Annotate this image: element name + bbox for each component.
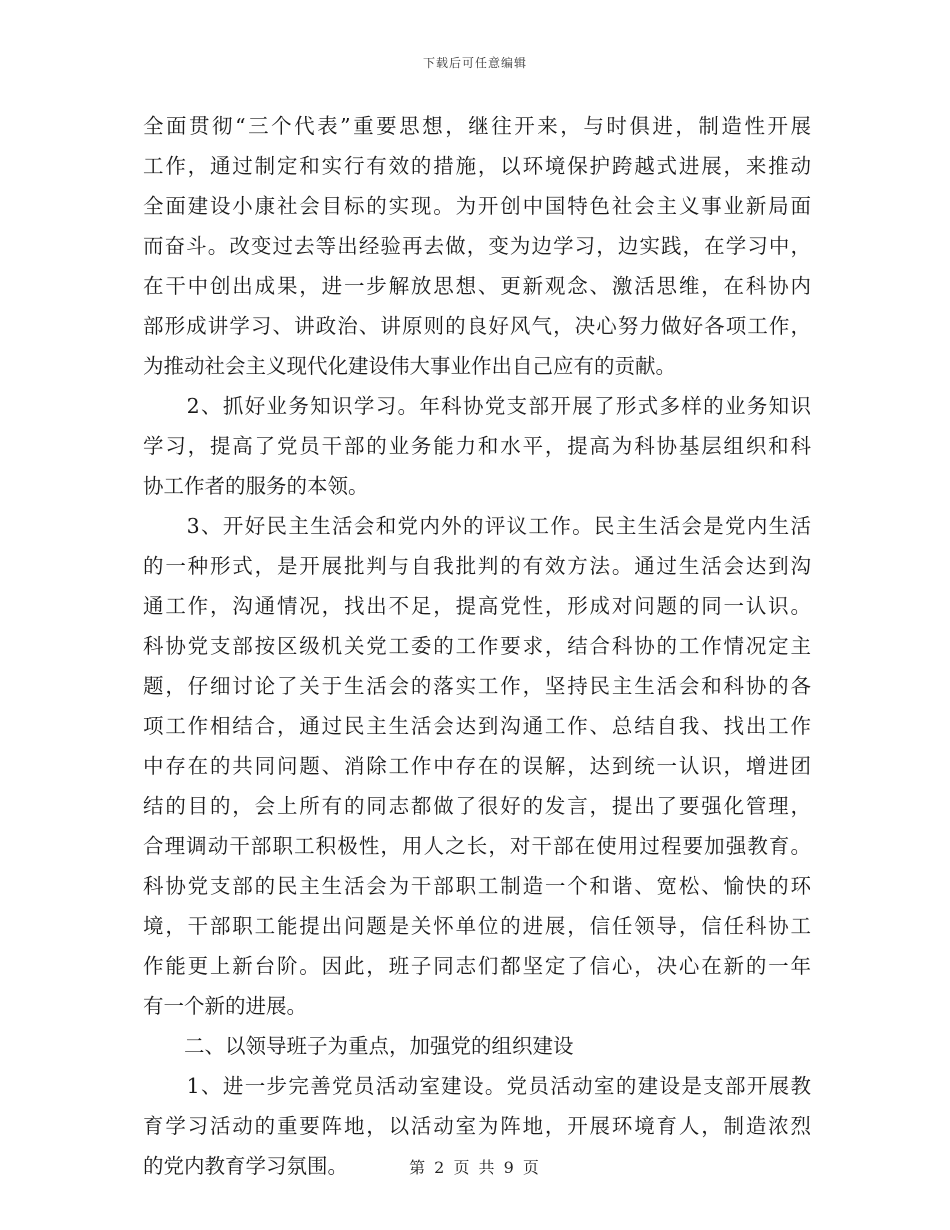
text-line: 育学习活动的重要阵地，以活动室为阵地，开展环境育人，制造浓烈 [143,1114,811,1138]
text-line: 学习，提高了党员干部的业务能力和水平，提高为科协基层组织和科 [143,434,811,458]
text-line: 有一个新的进展。 [143,994,307,1018]
text-line: 协工作者的服务的本领。 [143,474,369,498]
text-line: 合理调动干部职工积极性，用人之长，对干部在使用过程要加强教育。 [143,834,811,858]
text-line: 境，干部职工能提出问题是关怀单位的进展，信任领导，信任科协工 [143,914,811,938]
text-line: 1、进一步完善党员活动室建设。党员活动室的建设是支部开展教 [143,1074,811,1098]
text-line: 科协党支部的民主生活会为干部职工制造一个和谐、宽松、愉快的环 [143,874,811,898]
text-line: 在干中创出成果，进一步解放思想、更新观念、激活思维，在科协内 [143,274,811,298]
text-line: 科协党支部按区级机关党工委的工作要求，结合科协的工作情况定主 [143,634,811,658]
text-line: 全面建设小康社会目标的实现。为开创中国特色社会主义事业新局面 [143,194,811,218]
text-line: 为推动社会主义现代化建设伟大事业作出自己应有的贡献。 [143,354,676,378]
text-line: 部形成讲学习、讲政治、讲原则的良好风气，决心努力做好各项工作， [143,314,811,338]
text-line: 作能更上新台阶。因此，班子同志们都坚定了信心，决心在新的一年 [143,954,811,978]
text-line: 项工作相结合，通过民主生活会达到沟通工作、总结自我、找出工作 [143,714,811,738]
page-header: 下载后可任意编辑 [422,56,527,70]
page-number: 第 2 页 共 9 页 [409,1158,541,1177]
text-line: 题，仔细讨论了关于生活会的落实工作，坚持民主生活会和科协的各 [143,674,811,698]
text-line: 工作，通过制定和实行有效的措施，以环境保护跨越式进展，来推动 [143,154,811,178]
text-line: 3、开好民主生活会和党内外的评议工作。民主生活会是党内生活 [143,514,811,538]
text-line: 的党内教育学习氛围。 [143,1154,348,1178]
text-line: 全面贯彻“三个代表”重要思想，继往开来，与时俱进，制造性开展 [143,114,811,138]
text-line: 结的目的，会上所有的同志都做了很好的发言，提出了要强化管理， [143,794,811,818]
text-line: 2、抓好业务知识学习。年科协党支部开展了形式多样的业务知识 [143,394,811,418]
text-line: 中存在的共同问题、消除工作中存在的误解，达到统一认识，增进团 [143,754,811,778]
text-line: 的一种形式，是开展批判与自我批判的有效方法。通过生活会达到沟 [143,554,811,578]
document-body [143,106,811,1186]
text-line: 通工作，沟通情况，找出不足，提高党性，形成对问题的同一认识。 [143,594,811,618]
text-line: 二、以领导班子为重点，加强党的组织建设 [143,1034,574,1058]
text-line: 而奋斗。改变过去等出经验再去做，变为边学习，边实践，在学习中， [143,234,811,258]
